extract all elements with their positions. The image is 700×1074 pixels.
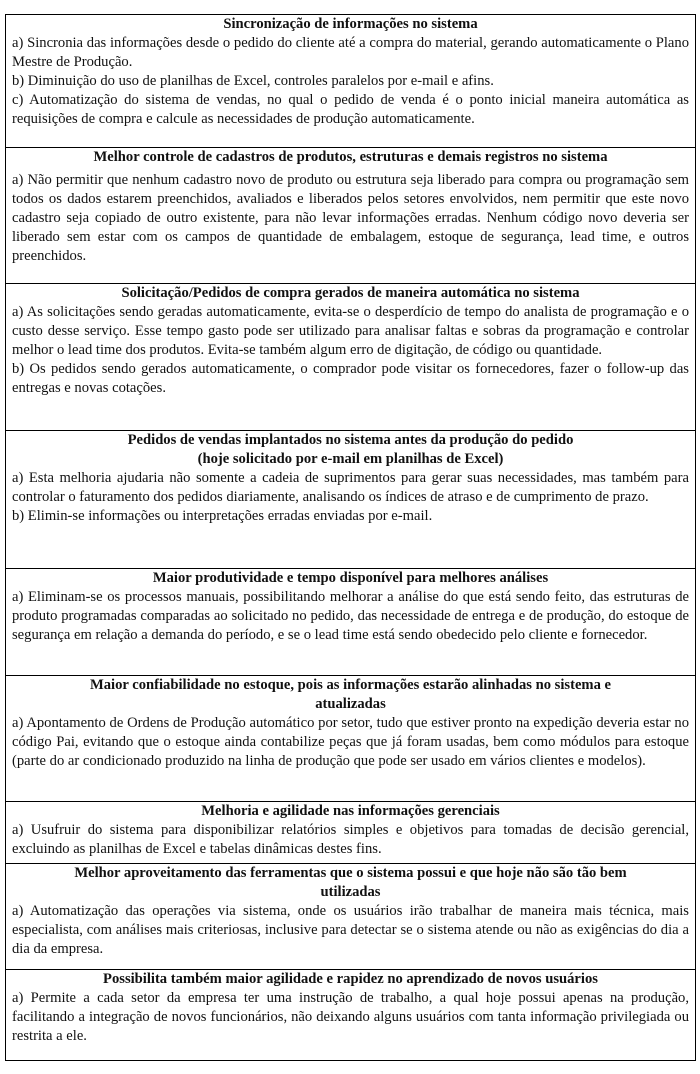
section-estoque bbox=[6, 675, 695, 801]
item-a: a) Automatização das operações via sistema, onde os usuários irão trabalhar de maneira mais técnica, mais especialista, com análises mais criteriosas, inclusive para detectar se o sistema atende ou não as exigências do dia a dia da empresa. bbox=[12, 903, 689, 957]
item-a: a) Esta melhoria ajudaria não somente a cadeia de suprimentos para gerar suas necessidades, mas também para controlar o faturamento dos pedidos diariamente, analisando os índices de atraso e de cumprimento de prazo. bbox=[12, 470, 689, 505]
item-a: a) Permite a cada setor da empresa ter uma instrução de trabalho, a qual hoje possui apenas na produção, facilitando a integração de novos funcionários, não deixando alguns usuários com tanta informação privilegiada ou restrita a ele. bbox=[12, 990, 689, 1044]
item-b: b) Diminuição do uso de planilhas de Excel, controles paralelos por e-mail e afins. bbox=[12, 73, 494, 89]
section-title: Maior produtividade e tempo disponível para melhores análises bbox=[152, 570, 549, 586]
section-title: Melhor aproveitamento das ferramentas que o sistema possui e que hoje não são tão bem bbox=[74, 865, 627, 881]
section-pedidos-vendas bbox=[6, 430, 695, 568]
section-produtividade bbox=[6, 568, 695, 675]
section-solicitacao-compra bbox=[6, 283, 695, 430]
item-a: a) Usufruir do sistema para disponibilizar relatórios simples e objetivos para tomadas de decisão gerencial, excluindo as planilhas de Excel e tabelas dinâmicas destes fins. bbox=[12, 822, 689, 857]
section-cadastros bbox=[6, 147, 695, 283]
section-sincronizacao bbox=[6, 15, 695, 147]
section-title-cont: utilizadas bbox=[320, 884, 381, 900]
item-a: a) Apontamento de Ordens de Produção automático por setor, tudo que estiver pronto na expedição deveria estar no código Pai, evitando que o estoque ainda contabilize peças que já foram usadas, bem como módulos para estoque (parte do ar condicionado produzido na linha de produção que pode ser usado em vários clientes e modelos). bbox=[12, 715, 689, 769]
section-title: Sincronização de informações no sistema bbox=[223, 16, 478, 32]
item-a: a) Sincronia das informações desde o pedido do cliente até a compra do material, gerando automaticamente o Plano Mestre de Produção. bbox=[12, 35, 689, 70]
item-b: b) Os pedidos sendo gerados automaticamente, o comprador pode visitar os fornecedores, fazer o follow-up das entregas e novas cotações. bbox=[12, 361, 689, 396]
section-title-cont: atualizadas bbox=[315, 696, 386, 712]
section-title: Melhoria e agilidade nas informações gerenciais bbox=[201, 803, 500, 819]
section-novos-usuarios bbox=[6, 969, 695, 1060]
improvements-table bbox=[5, 14, 696, 1061]
section-title: Pedidos de vendas implantados no sistema antes da produção do pedido bbox=[127, 432, 574, 448]
section-title: Melhor controle de cadastros de produtos, estruturas e demais registros no sistema bbox=[93, 149, 608, 165]
item-a: a) Eliminam-se os processos manuais, possibilitando melhorar a análise do que está sendo feito, das estruturas de produto programadas comparadas ao solicitado no pedido, das necessidade de entrega e de produção, do estoque de segurança em relação a demanda do período, e se o lead time está sendo obedecido pelo cliente e fornecedor. bbox=[12, 589, 689, 643]
item-a: a) As solicitações sendo geradas automaticamente, evita-se o desperdício de tempo do analista de programação e o custo desse serviço. Esse tempo gasto pode ser utilizado para analisar faltas e sobras da programação e controlar melhor o lead time dos produtos. Evita-se também algum erro de digitação, de código ou quantidade. bbox=[12, 304, 689, 358]
item-c: c) Automatização do sistema de vendas, no qual o pedido de venda é o ponto inicial maneira automática as requisições de compra e calcule as necessidades de produção automaticamente. bbox=[12, 92, 689, 127]
section-title: Maior confiabilidade no estoque, pois as informações estarão alinhadas no sistema e bbox=[89, 677, 612, 693]
section-informacoes-gerenciais bbox=[6, 801, 695, 863]
section-ferramentas bbox=[6, 863, 695, 969]
item-a: a) Não permitir que nenhum cadastro novo de produto ou estrutura seja liberado para compra ou programação sem todos os dados estarem preenchidos, avaliados e liberados pelos setores envolvidos, nem permitir que este novo cadastro seja copiado de outro existente, para não levar informações erradas. Nenhum código novo deveria ser liberado sem estar com os campos de quantidade de embalagem, estoque de segurança, lead time, e outros preenchidos. bbox=[12, 172, 689, 264]
item-b: b) Elimin-se informações ou interpretações erradas enviadas por e-mail. bbox=[12, 508, 433, 524]
section-title: Solicitação/Pedidos de compra gerados de maneira automática no sistema bbox=[121, 285, 580, 301]
section-title: Possibilita também maior agilidade e rapidez no aprendizado de novos usuários bbox=[103, 971, 598, 987]
section-subtitle: (hoje solicitado por e-mail em planilhas de Excel) bbox=[197, 451, 504, 467]
